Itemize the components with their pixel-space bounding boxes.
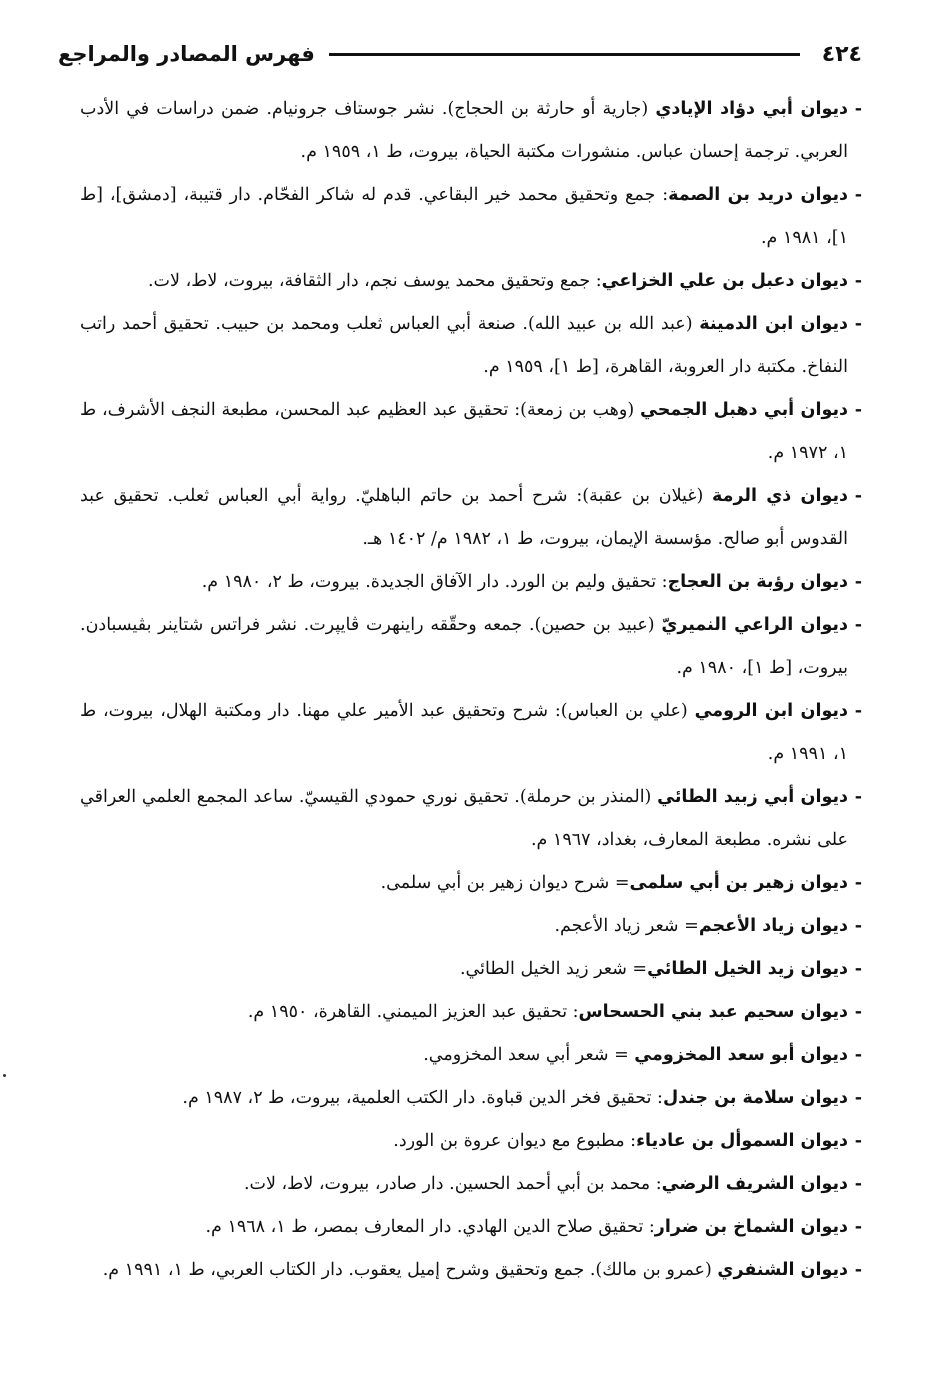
entry-detail: (عمرو بن مالك). جمع وتحقيق وشرح إميل يعقوب. دار الكتاب العربي، ط ١، ١٩٩١ م. <box>102 1260 718 1280</box>
entry-title: ديوان زياد الأعجم <box>698 916 848 936</box>
bibliography-entry <box>80 776 862 862</box>
entry-detail: : جمع وتحقيق محمد يوسف نجم، دار الثقافة، بيروت، لاط، لات. <box>147 271 602 291</box>
entry-dash: - <box>854 314 862 334</box>
entry-title: ديوان دعبل بن علي الخزاعي <box>601 271 848 291</box>
entry-title: ديوان ابن الدمينة <box>699 314 848 334</box>
entry-dash: - <box>854 916 862 936</box>
bibliography-entry <box>80 948 862 991</box>
entry-detail: : مطبوع مع ديوان عروة بن الورد. <box>393 1131 637 1151</box>
entry-detail: : تحقيق وليم بن الورد. دار الآفاق الجديدة. بيروت، ط ٢، ١٩٨٠ م. <box>201 572 668 592</box>
entry-detail: (المنذر بن حرملة). تحقيق نوري حمودي القيسيّ. ساعد المجمع العلمي العراقي على نشره. مطبعة المعارف، بغداد، ١٩٦٧ م. <box>80 787 848 850</box>
entry-title: ديوان الشنفري <box>717 1260 848 1280</box>
entry-detail: (جارية أو حارثة بن الحجاج). نشر جوستاف جرونيام. ضمن دراسات في الأدب العربي. ترجمة إحسان عباس. منشورات مكتبة الحياة، بيروت، ط ١، ١٩٥٩ م. <box>80 99 848 162</box>
entry-dash: - <box>854 486 862 506</box>
entry-dash: - <box>854 572 862 592</box>
entry-title: ديوان زهير بن أبي سلمى <box>629 873 848 893</box>
entry-dash: - <box>854 701 862 721</box>
bibliography-entry <box>80 604 862 690</box>
entry-dash: - <box>854 959 862 979</box>
running-title: فهرس المصادر والمراجع <box>58 42 315 66</box>
entry-title: ديوان زيد الخيل الطائي <box>647 959 848 979</box>
bibliography-list <box>80 88 862 1292</box>
bibliography-entry <box>80 862 862 905</box>
entry-title: ديوان ابن الرومي <box>694 701 848 721</box>
entry-detail: = شعر زيد الخيل الطائي. <box>459 959 648 979</box>
entry-dash: - <box>854 1260 862 1280</box>
bibliography-entry <box>80 1249 862 1292</box>
bibliography-entry <box>80 260 862 303</box>
entry-dash: - <box>854 1045 862 1065</box>
bibliography-entry <box>80 1206 862 1249</box>
entry-detail: : تحقيق فخر الدين قباوة. دار الكتب العلمية، بيروت، ط ٢، ١٩٨٧ م. <box>182 1088 663 1108</box>
entry-title: ديوان الشريف الرضي <box>661 1174 848 1194</box>
page-number: ٤٢٤ <box>821 41 862 67</box>
bibliography-entry <box>80 991 862 1034</box>
bibliography-entry <box>80 475 862 561</box>
bibliography-entry <box>80 1163 862 1206</box>
entry-title: ديوان الشماخ بن ضرار <box>654 1217 848 1237</box>
header-rule <box>329 53 800 56</box>
entry-detail: : تحقيق عبد العزيز الميمني. القاهرة، ١٩٥٠ م. <box>247 1002 579 1022</box>
entry-detail: : محمد بن أبي أحمد الحسين. دار صادر، بيروت، لاط، لات. <box>243 1174 662 1194</box>
entry-detail: = شرح ديوان زهير بن أبي سلمى. <box>380 873 630 893</box>
entry-detail: (عبيد بن حصين). جمعه وحقّقه راينهرت ڤايپرت. نشر فراتس شتاينر بڤيسبادن. بيروت، [ط ١]، ١٩٨٠ م. <box>80 615 848 678</box>
entry-dash: - <box>854 1002 862 1022</box>
entry-dash: - <box>854 1217 862 1237</box>
bibliography-entry <box>80 88 862 174</box>
entry-dash: - <box>854 873 862 893</box>
scan-speck <box>3 1074 6 1077</box>
entry-detail: (غيلان بن عقبة): شرح أحمد بن حاتم الباهليّ. رواية أبي العباس ثعلب. تحقيق عبد القدوس أبو صالح. مؤسسة الإيمان، بيروت، ط ١، ١٩٨٢ م/ ١٤٠٢ هـ. <box>80 486 848 549</box>
entry-title: ديوان رؤبة بن العجاج <box>667 572 848 592</box>
bibliography-entry <box>80 303 862 389</box>
entry-title: ديوان أبي زبيد الطائي <box>657 787 849 807</box>
entry-dash: - <box>854 787 862 807</box>
bibliography-entry <box>80 1034 862 1077</box>
entry-title: ديوان ذي الرمة <box>712 486 848 506</box>
bibliography-entry <box>80 389 862 475</box>
entry-title: ديوان سلامة بن جندل <box>662 1088 848 1108</box>
entry-dash: - <box>854 1131 862 1151</box>
bibliography-entry <box>80 690 862 776</box>
entry-title: ديوان السموأل بن عادياء <box>636 1131 848 1151</box>
entry-detail: (علي بن العباس): شرح وتحقيق عبد الأمير علي مهنا. دار ومكتبة الهلال، بيروت، ط ١، ١٩٩١ م. <box>80 701 848 764</box>
entry-detail: : جمع وتحقيق محمد خير البقاعي. قدم له شاكر الفحّام. دار قتيبة، [دمشق]، [ط ١]، ١٩٨١ م. <box>80 185 848 248</box>
entry-title: ديوان أبي دهبل الجمحي <box>640 400 849 420</box>
page-header <box>58 34 862 74</box>
bibliography-entry <box>80 1077 862 1120</box>
entry-title: ديوان أبو سعد المخزومي <box>634 1045 848 1065</box>
entry-detail: = شعر زياد الأعجم. <box>554 916 699 936</box>
entry-detail: = شعر أبي سعد المخزومي. <box>423 1045 635 1065</box>
entry-detail: (عبد الله بن عبيد الله). صنعة أبي العباس ثعلب ومحمد بن حبيب. تحقيق أحمد راتب النفاخ. مكتبة دار العروبة، القاهرة، [ط ١]، ١٩٥٩ م. <box>80 314 848 377</box>
bibliography-entry <box>80 174 862 260</box>
entry-dash: - <box>854 1174 862 1194</box>
entry-dash: - <box>854 271 862 291</box>
entry-title: ديوان الراعي النميريّ <box>661 615 848 635</box>
bibliography-entry <box>80 1120 862 1163</box>
entry-dash: - <box>854 185 862 205</box>
bibliography-entry <box>80 905 862 948</box>
entry-title: ديوان سحيم عبد بني الحسحاس <box>578 1002 848 1022</box>
bibliography-entry <box>80 561 862 604</box>
entry-detail: (وهب بن زمعة): تحقيق عبد العظيم عبد المحسن، مطبعة النجف الأشرف، ط ١، ١٩٧٢ م. <box>80 400 848 463</box>
entry-dash: - <box>854 1088 862 1108</box>
entry-dash: - <box>854 615 862 635</box>
entry-detail: : تحقيق صلاح الدين الهادي. دار المعارف بمصر، ط ١، ١٩٦٨ م. <box>205 1217 655 1237</box>
entry-title: ديوان أبي دؤاد الإيادي <box>655 99 848 119</box>
entry-title: ديوان دريد بن الصمة <box>668 185 848 205</box>
entry-dash: - <box>854 400 862 420</box>
entry-dash: - <box>854 99 862 119</box>
